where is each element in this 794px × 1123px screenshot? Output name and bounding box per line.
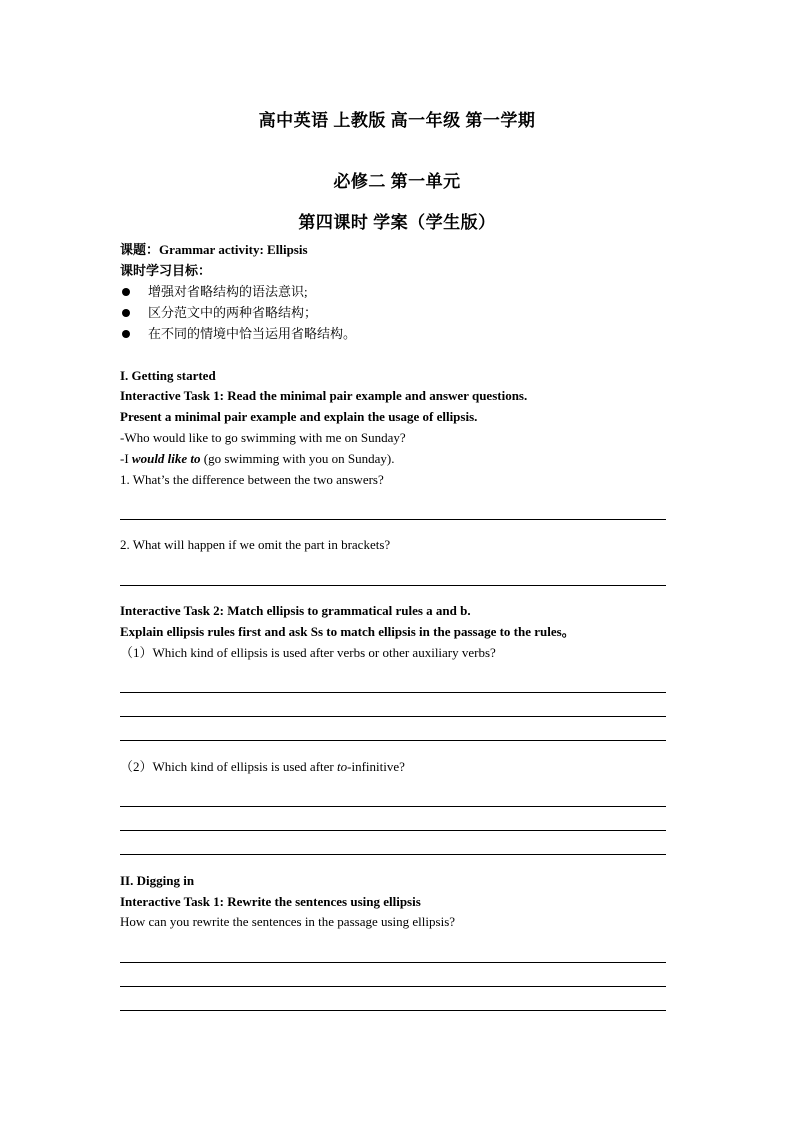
- bullet-dot: [122, 330, 130, 338]
- answer-line[interactable]: [120, 1010, 666, 1011]
- topic-line: 课题：Grammar activity: Ellipsis: [120, 242, 308, 257]
- answer-line[interactable]: [120, 854, 666, 855]
- goals-heading: 课时学习目标：: [120, 263, 212, 278]
- answer-line[interactable]: [120, 806, 666, 807]
- section1-heading: I. Getting started: [120, 368, 216, 383]
- answer-line[interactable]: [120, 716, 666, 717]
- dialogue-question: -Who would like to go swimming with me on Sunday?: [120, 430, 406, 445]
- bullet-dot: [122, 309, 130, 317]
- goal-item: 区分范文中的两种省略结构；: [148, 305, 318, 320]
- course-title: 高中英语 上教版 高一年级 第一学期: [258, 111, 536, 130]
- section2-heading: II. Digging in: [120, 873, 195, 888]
- answer-suffix: (go swimming with you on Sunday).: [200, 451, 395, 466]
- q2-emphasis: to: [337, 759, 348, 774]
- answer-line[interactable]: [120, 740, 666, 741]
- answer-line[interactable]: [120, 962, 666, 963]
- answer-line[interactable]: [120, 585, 666, 586]
- answer-line[interactable]: [120, 519, 666, 520]
- task2-question-2: [120, 759, 405, 775]
- answer-line[interactable]: [120, 692, 666, 693]
- answer-line[interactable]: [120, 986, 666, 987]
- answer-line[interactable]: [120, 830, 666, 831]
- unit-title: 必修二 第一单元: [333, 172, 461, 191]
- question-2: 2. What will happen if we omit the part in brackets?: [120, 537, 391, 552]
- q2-prefix: （2）Which kind of ellipsis is used after: [120, 759, 337, 774]
- section2-task-title: Interactive Task 1: Rewrite the sentences using ellipsis: [120, 894, 421, 909]
- task1-title: Interactive Task 1: Read the minimal pair example and answer questions.: [120, 388, 528, 403]
- goal-item: 增强对省略结构的语法意识;: [148, 284, 308, 299]
- task2-description: Explain ellipsis rules first and ask Ss to match ellipsis in the passage to the rules。: [120, 624, 575, 639]
- task2-title: Interactive Task 2: Match ellipsis to grammatical rules a and b.: [120, 603, 471, 618]
- answer-emphasis: would like to: [131, 451, 201, 466]
- bullet-dot: [122, 288, 130, 296]
- section2-question: How can you rewrite the sentences in the passage using ellipsis?: [120, 914, 456, 929]
- question-1: 1. What’s the difference between the two answers?: [120, 472, 384, 487]
- task1-description: Present a minimal pair example and explain the usage of ellipsis.: [120, 409, 478, 424]
- goal-item: 在不同的情境中恰当运用省略结构。: [148, 326, 357, 341]
- dialogue-answer: [120, 451, 394, 467]
- lesson-title: 第四课时 学案（学生版）: [298, 213, 496, 232]
- task2-question-1: （1）Which kind of ellipsis is used after verbs or other auxiliary verbs?: [120, 645, 496, 660]
- answer-prefix: -I: [120, 451, 132, 466]
- q2-suffix: -infinitive?: [347, 759, 405, 774]
